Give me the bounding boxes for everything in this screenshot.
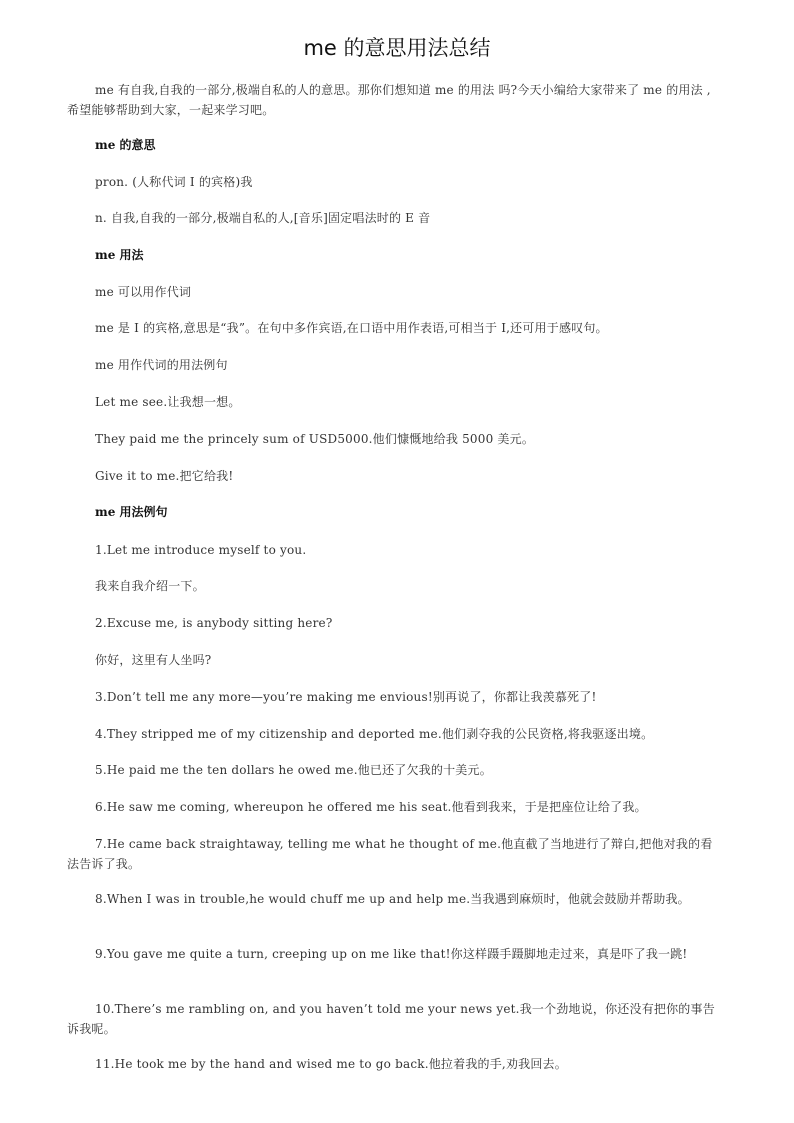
example-paragraph: 9.You gave me quite a turn, creeping up on me like that!你这样蹑手蹑脚地走过来，真是吓了我一跳! [95,947,688,961]
usage-line: me 用作代词的用法例句 [95,358,228,372]
example-paragraph: 7.He came back straightaway, telling me what he thought of me.他直截了当地进行了辩白,把他对我的看法告诉了我。 [67,837,713,871]
example-paragraph: 8.When I was in trouble,he would chuff me up and help me.当我遇到麻烦时，他就会鼓励并帮助我。 [95,892,690,906]
document-title: me 的意思用法总结 [303,36,491,60]
usage-line: Let me see.让我想一想。 [95,395,241,409]
section-heading-usage: me 用法 [95,248,144,262]
example-line: 我来自我介绍一下。 [95,579,205,593]
example-line: 3.Don’t tell me any more—you’re making me envious!别再说了，你都让我羡慕死了! [95,690,597,704]
example-line: 5.He paid me the ten dollars he owed me.他已还了欠我的十美元。 [95,763,492,777]
meaning-pron: pron. (人称代词 I 的宾格)我 [95,175,253,189]
example-paragraph: 10.There’s me rambling on, and you haven’t told me your news yet.我一个劲地说，你还没有把你的事告诉我呢。 [67,1002,715,1036]
example-line: 2.Excuse me, is anybody sitting here? [95,616,333,630]
usage-line: They paid me the princely sum of USD5000.他们慷慨地给我 5000 美元。 [95,432,535,446]
usage-line: me 可以用作代词 [95,285,192,299]
example-line: 6.He saw me coming, whereupon he offered me his seat.他看到我来，于是把座位让给了我。 [95,800,647,814]
example-line: 11.He took me by the hand and wised me to go back.他拉着我的手,劝我回去。 [95,1057,567,1071]
intro-paragraph: me 有自我,自我的一部分,极端自私的人的意思。那你们想知道 me 的用法 吗?今天小编给大家带来了 me 的用法 ,希望能够帮助到大家，一起来学习吧。 [67,83,711,117]
section-heading-examples: me 用法例句 [95,505,168,519]
example-line: 4.They stripped me of my citizenship and deported me.他们剥夺我的公民资格,将我驱逐出境。 [95,727,654,741]
example-line: 你好，这里有人坐吗? [95,653,212,667]
usage-line: Give it to me.把它给我! [95,469,234,483]
section-heading-meaning: me 的意思 [95,138,156,152]
example-line: 1.Let me introduce myself to you. [95,543,307,557]
usage-line: me 是 I 的宾格,意思是“我”。在句中多作宾语,在口语中用作表语,可相当于 I,还可用于感叹句。 [95,321,608,335]
meaning-noun: n. 自我,自我的一部分,极端自私的人,[音乐]固定唱法时的 E 音 [95,211,431,225]
